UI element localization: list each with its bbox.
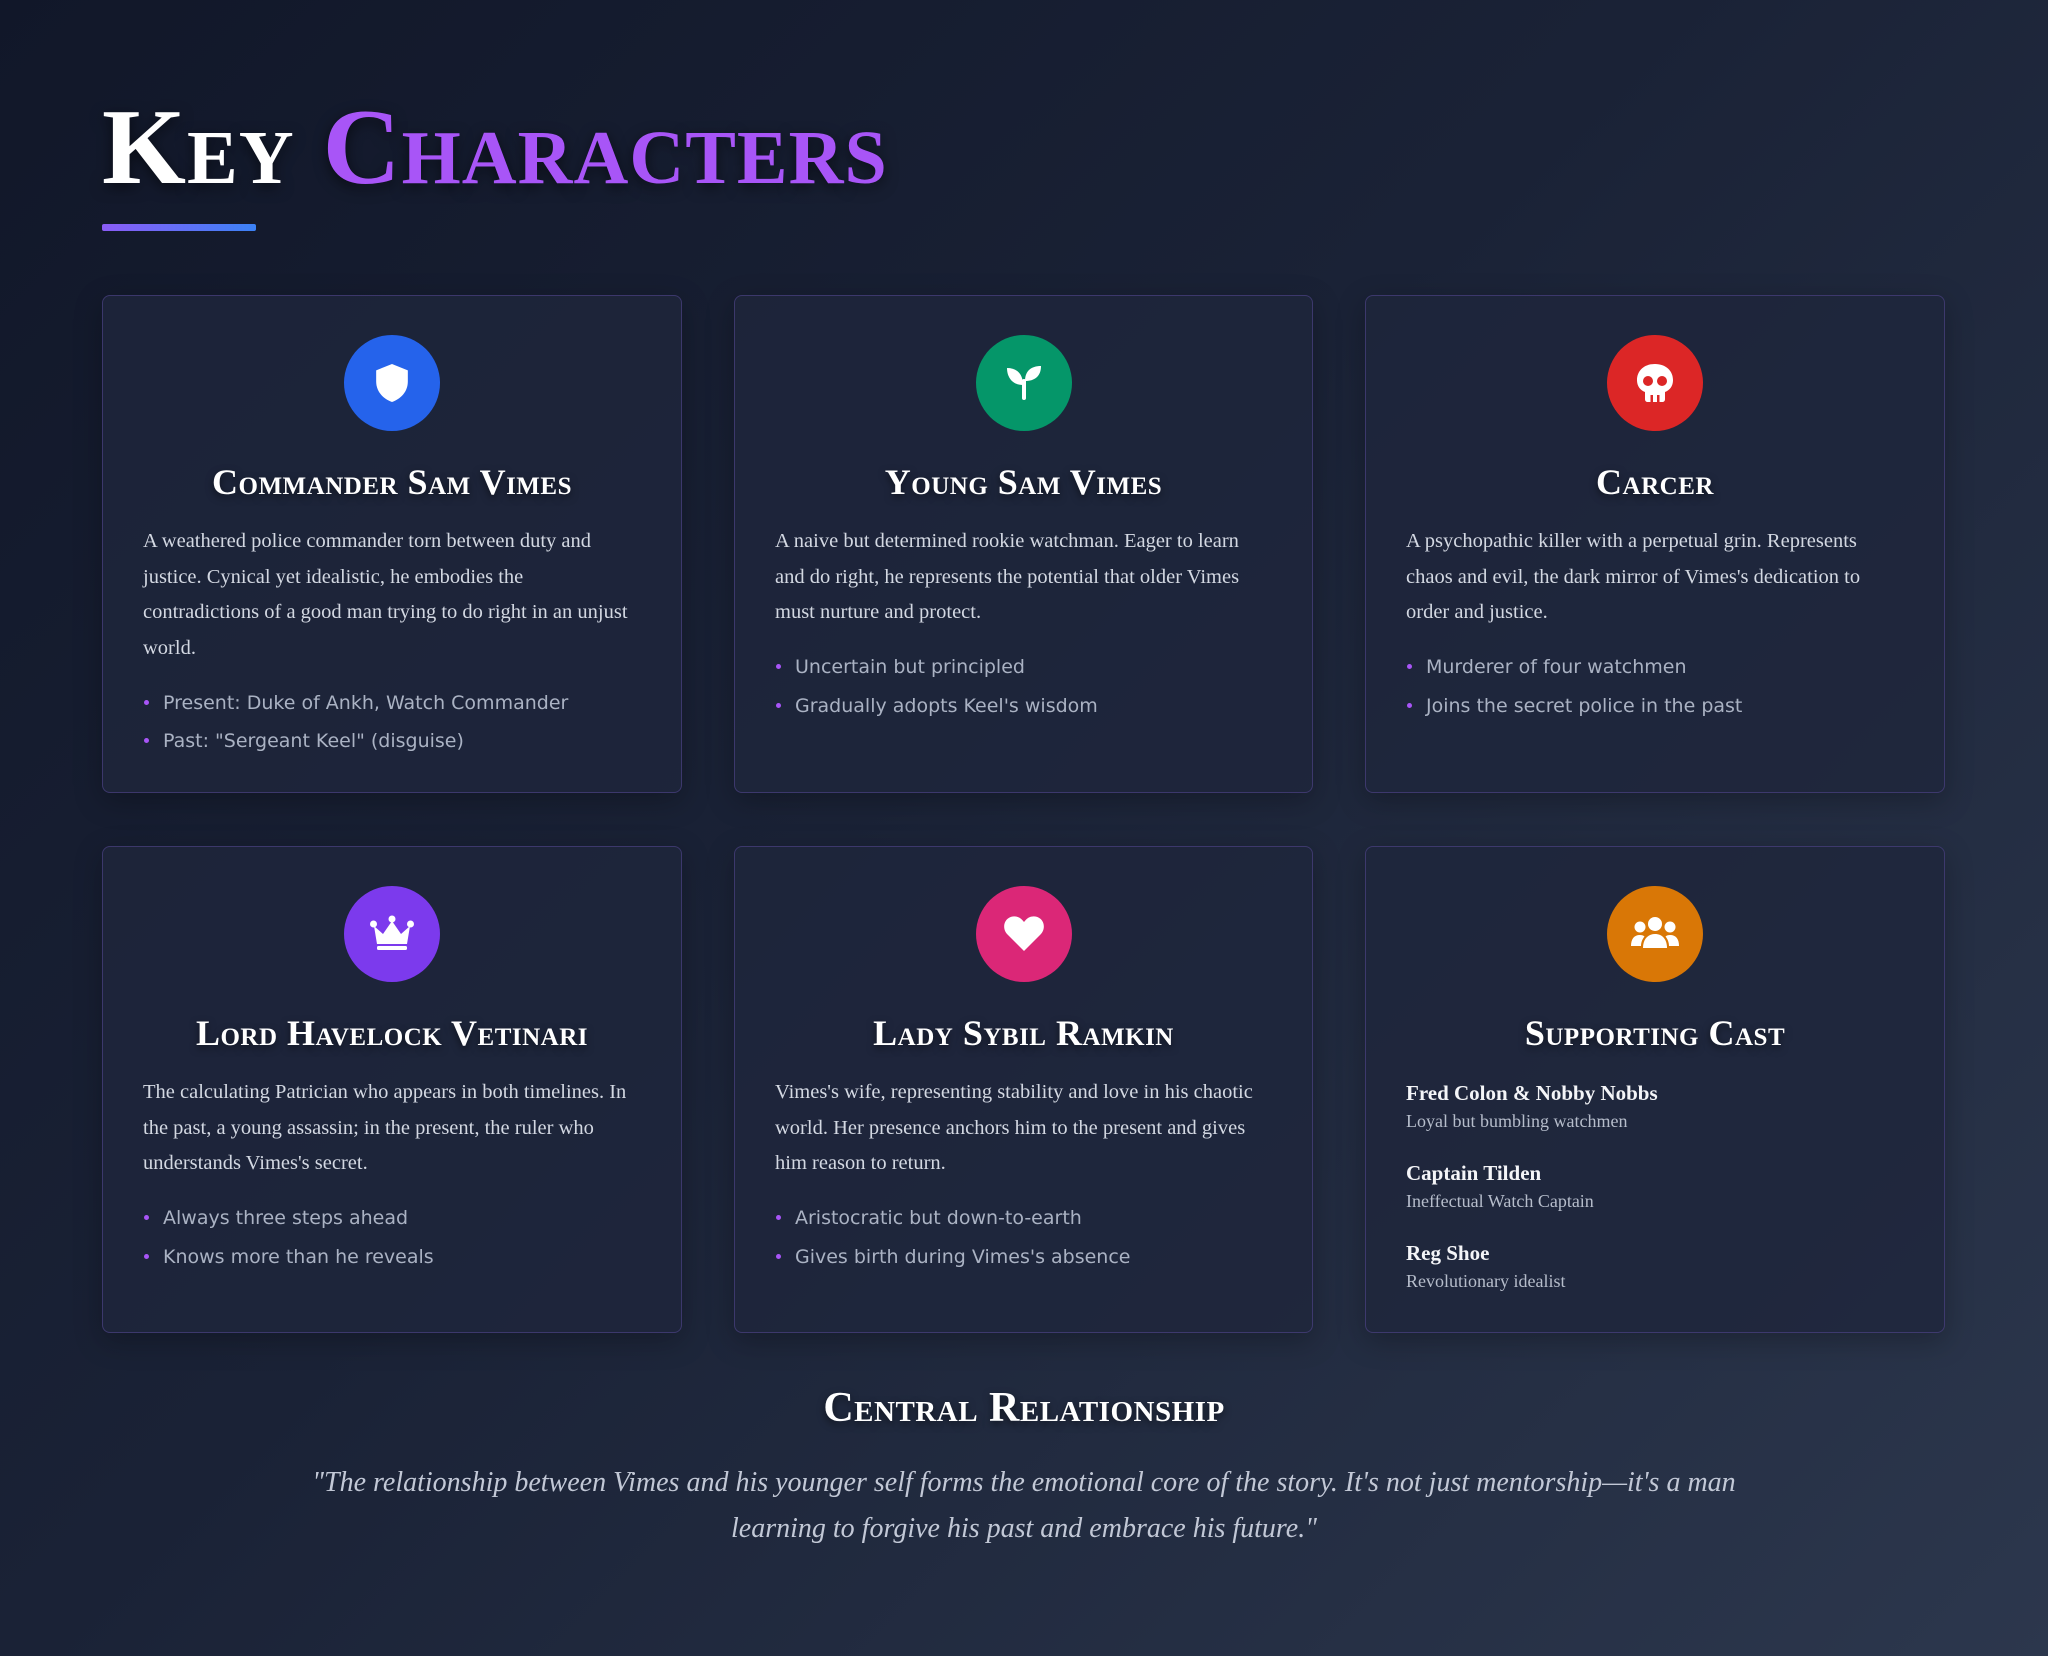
bullet-dot <box>144 1254 149 1259</box>
card-title: Carcer <box>1596 462 1714 502</box>
trait-text: Knows more than he reveals <box>163 1245 434 1268</box>
trait-list <box>143 1199 641 1276</box>
card-description: A psychopathic killer with a perpetual grin. Represents chaos and evil, the dark mirror of Vimes's dedication to order and justice. <box>1406 530 1861 624</box>
cast-member-name: Fred Colon & Nobby Nobbs <box>1406 1081 1658 1105</box>
trait-item <box>775 687 1272 726</box>
trait-text: Past: "Sergeant Keel" (disguise) <box>163 730 464 753</box>
skull-icon <box>1607 335 1703 431</box>
crown-icon <box>344 886 440 982</box>
bullet-dot <box>776 703 781 708</box>
bullet-dot <box>776 664 781 669</box>
page-title-accent-word: Characters <box>322 88 888 207</box>
trait-list <box>775 1199 1272 1276</box>
trait-item <box>775 648 1272 687</box>
cast-member <box>1406 1239 1904 1295</box>
central-relationship-heading: Central Relationship <box>823 1385 1225 1431</box>
card-description: A naive but determined rookie watchman. Eager to learn and do right, he represents the potential that older Vimes must nurture and protect. <box>775 530 1240 624</box>
cast-member <box>1406 1079 1904 1135</box>
seedling-icon <box>976 335 1072 431</box>
bullet-dot <box>1407 664 1412 669</box>
trait-text: Joins the secret police in the past <box>1426 694 1743 717</box>
supporting-cast-card <box>1365 846 1945 1333</box>
trait-item <box>143 1199 641 1238</box>
trait-item <box>775 1238 1272 1277</box>
card-title: Commander Sam Vimes <box>212 462 572 502</box>
trait-text: Gives birth during Vimes's absence <box>795 1245 1131 1268</box>
card-description: A weathered police commander torn between duty and justice. Cynical yet idealistic, he embodies the contradictions of a good man trying to do right in an unjust world. <box>143 530 628 660</box>
heart-icon <box>976 886 1072 982</box>
trait-item <box>143 1238 641 1277</box>
trait-list <box>143 684 641 761</box>
card-title: Supporting Cast <box>1524 1013 1786 1053</box>
bullet-dot <box>776 1254 781 1259</box>
supporting-cast-list <box>1406 1079 1904 1295</box>
trait-text: Always three steps ahead <box>163 1207 409 1230</box>
card-title: Young Sam Vimes <box>884 462 1163 502</box>
shield-icon <box>344 335 440 431</box>
central-relationship-quote: "The relationship between Vimes and his younger self forms the emotional core of the story. It's not just mentorship—it's a man learning to forgive his past and embrace his future." <box>312 1467 1736 1544</box>
trait-text: Gradually adopts Keel's wisdom <box>795 694 1098 717</box>
trait-text: Murderer of four watchmen <box>1426 656 1687 679</box>
trait-text: Present: Duke of Ankh, Watch Commander <box>163 691 569 714</box>
title-underline <box>102 224 256 231</box>
cast-member-name: Reg Shoe <box>1406 1241 1490 1265</box>
character-card-carcer <box>1365 295 1945 793</box>
card-title: Lady Sybil Ramkin <box>873 1013 1174 1053</box>
trait-item <box>1406 687 1904 726</box>
character-card-lady-sybil <box>734 846 1313 1333</box>
cast-member-name: Captain Tilden <box>1406 1161 1542 1185</box>
users-icon <box>1607 886 1703 982</box>
cast-member-role: Ineffectual Watch Captain <box>1406 1191 1594 1211</box>
card-description: The calculating Patrician who appears in both timelines. In the past, a young assassin; in the present, the ruler who understands Vimes's secret. <box>143 1081 627 1175</box>
trait-list <box>1406 648 1904 725</box>
trait-item <box>143 684 641 723</box>
bullet-dot <box>1407 703 1412 708</box>
trait-text: Aristocratic but down-to-earth <box>795 1207 1082 1230</box>
trait-item <box>775 1199 1272 1238</box>
cast-member-role: Loyal but bumbling watchmen <box>1406 1111 1628 1131</box>
bullet-dot <box>144 738 149 743</box>
cast-member <box>1406 1159 1904 1215</box>
character-card-commander-vimes <box>102 295 682 793</box>
card-title: Lord Havelock Vetinari <box>195 1013 589 1053</box>
trait-item <box>143 722 641 761</box>
page-title <box>102 88 888 208</box>
bullet-dot <box>144 700 149 705</box>
character-card-young-vimes <box>734 295 1313 793</box>
card-description: Vimes's wife, representing stability and love in his chaotic world. Her presence anchors him to the present and gives him reason to return. <box>775 1081 1253 1175</box>
trait-text: Uncertain but principled <box>795 656 1025 679</box>
trait-item <box>1406 648 1904 687</box>
trait-list <box>775 648 1272 725</box>
character-card-vetinari <box>102 846 682 1333</box>
bullet-dot <box>144 1215 149 1220</box>
cast-member-role: Revolutionary idealist <box>1406 1271 1566 1291</box>
page-title-first-word: Key <box>102 88 295 207</box>
bullet-dot <box>776 1215 781 1220</box>
